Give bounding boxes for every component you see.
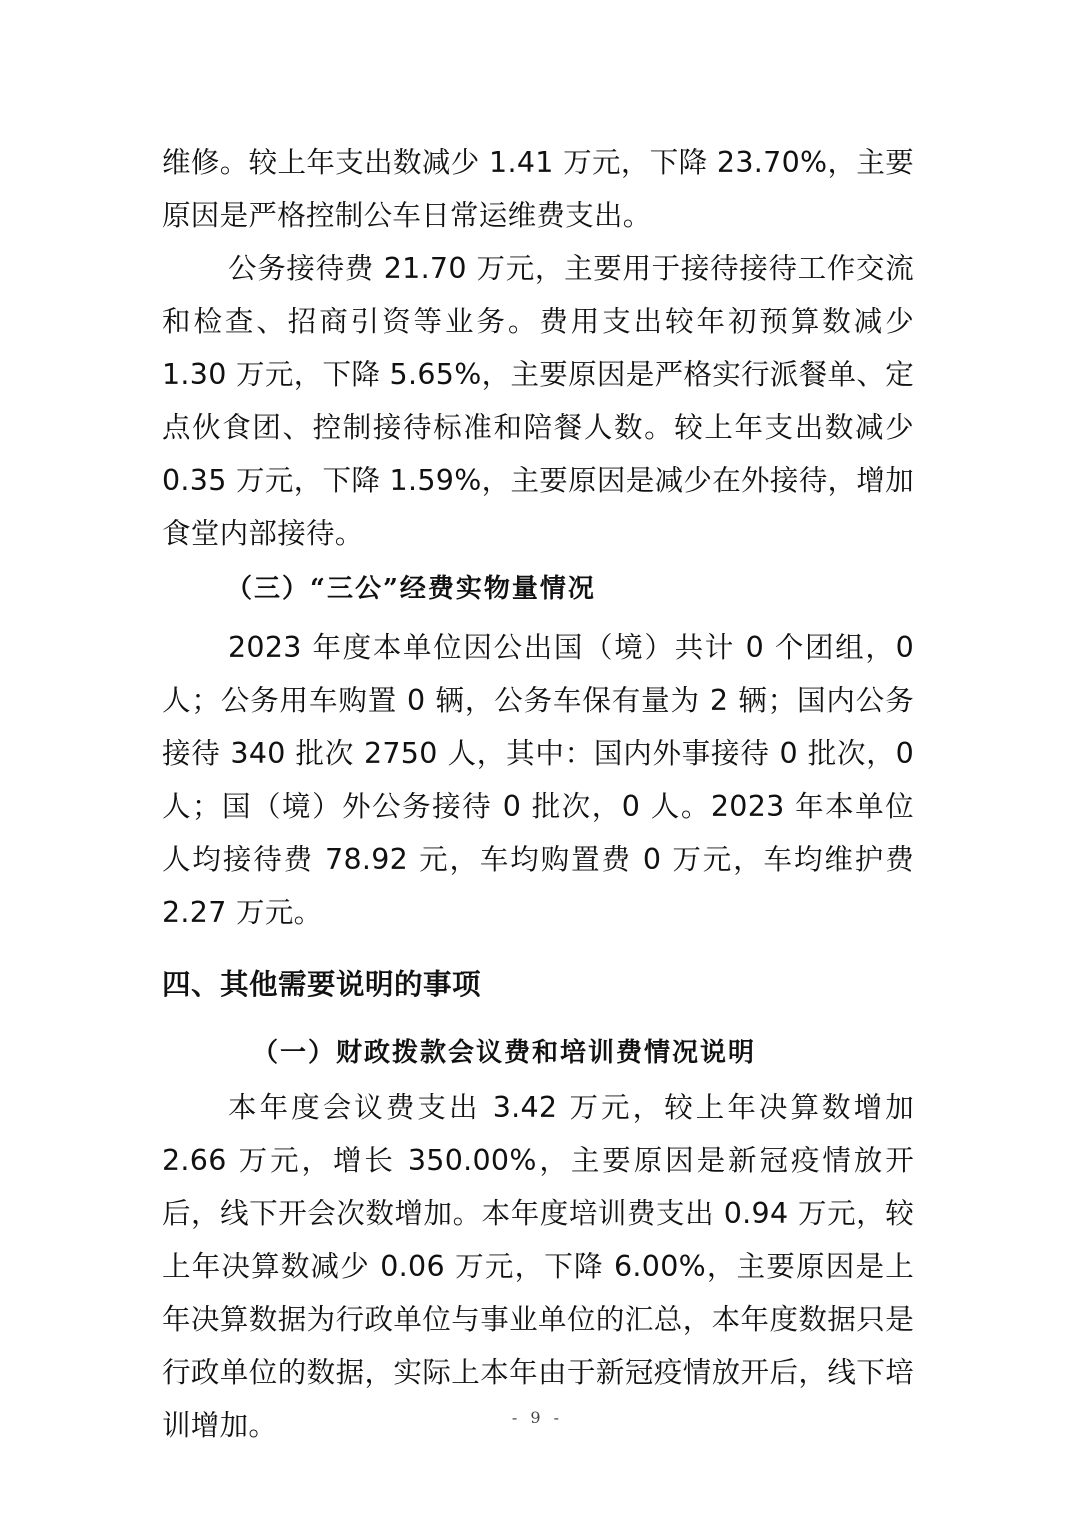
paragraph-meeting-training: 本年度会议费支出 3.42 万元，较上年决算数增加 2.66 万元，增长 350.00%，主要原因是新冠疫情放开后，线下开会次数增加。本年度培训费支出 0.94 万元，较上年决算数减少 0.06 万元，下降 6.00%，主要原因是上年决算数据为行政单位与事业单位的汇总，本年度数据只是行政单位的数据，实际上本年由于新冠疫情放开后，线下培训增加。 xyxy=(162,1091,914,1442)
paragraph-reception-expenses: 公务接待费 21.70 万元，主要用于接待接待工作交流和检查、招商引资等业务。费用支出较年初预算数减少 1.30 万元，下降 5.65%，主要原因是严格实行派餐单、定点伙食团、控制接待标准和陪餐人数。较上年支出数减少 0.35 万元，下降 1.59%，主要原因是减少在外接待，增加食堂内部接待。 xyxy=(162,252,914,550)
document-body xyxy=(162,136,914,1452)
heading-three-public-physical: （三）“三公”经费实物量情况 xyxy=(226,574,596,604)
paragraph-physical-quantity: 2023 年度本单位因公出国（境）共计 0 个团组，0 人；公务用车购置 0 辆，公务车保有量为 2 辆；国内公务接待 340 批次 2750 人，其中：国内外事接待 0 批次，0 人；国（境）外公务接待 0 批次，0 人。2023 年本单位人均接待费 78.92 元，车均购置费 0 万元，车均维护费 2.27 万元。 xyxy=(162,631,914,929)
heading-section-four: 四、其他需要说明的事项 xyxy=(162,968,482,1001)
paragraph-car-maintenance-continued: 维修。较上年支出数减少 1.41 万元，下降 23.70%，主要原因是严格控制公车日常运维费支出。 xyxy=(162,146,914,232)
heading-meeting-training: （一）财政拨款会议费和培训费情况说明 xyxy=(252,1038,757,1068)
page-number: - 9 - xyxy=(511,1408,564,1427)
